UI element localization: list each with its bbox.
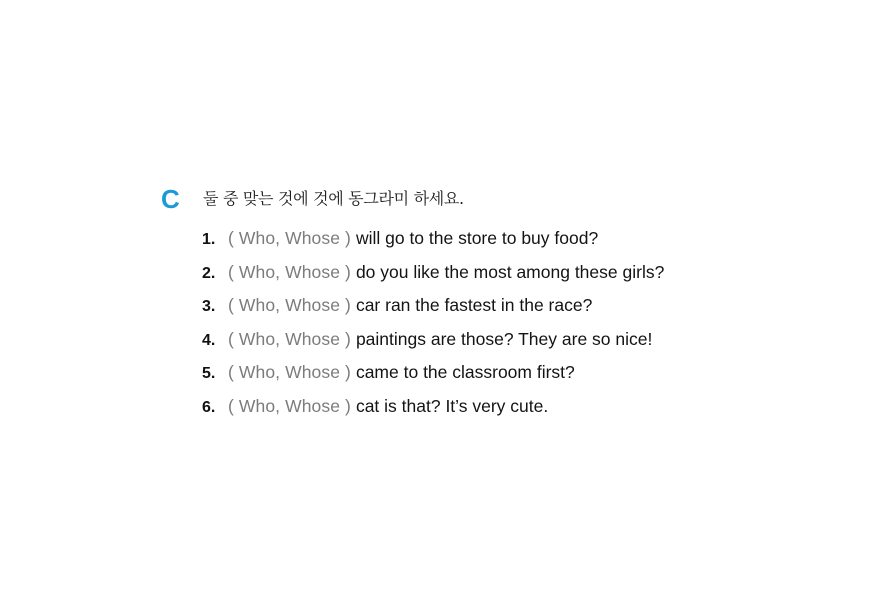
question-text: paintings are those? They are so nice! (355, 328, 653, 349)
question-item (202, 260, 801, 294)
question-item (202, 293, 801, 327)
section-instruction: 둘 중 맞는 것에 것에 동그라미 하세요. (203, 189, 464, 208)
question-number: 4. (202, 331, 216, 349)
question-number: 5. (202, 365, 216, 383)
question-item (202, 226, 801, 260)
question-number: 3. (202, 298, 216, 316)
question-number: 6. (202, 398, 216, 416)
section-letter: C (161, 184, 180, 214)
question-text: do you like the most among these girls? (355, 261, 665, 282)
answer-choices: ( Who, Whose ) (228, 362, 351, 383)
question-text: came to the classroom first? (355, 362, 575, 383)
question-item (202, 394, 801, 428)
exercise-section-c (161, 184, 801, 428)
question-item (202, 360, 801, 394)
answer-choices: ( Who, Whose ) (228, 228, 351, 248)
question-text: cat is that? It’s very cute. (355, 395, 549, 416)
question-list (161, 226, 801, 428)
answer-choices: ( Who, Whose ) (228, 295, 351, 316)
question-number: 2. (202, 264, 216, 282)
answer-choices: ( Who, Whose ) (228, 328, 351, 349)
question-text: car ran the fastest in the race? (355, 295, 593, 316)
question-number: 1. (202, 231, 216, 248)
question-text: will go to the store to buy food? (355, 228, 599, 248)
section-header (161, 184, 801, 214)
question-item (202, 327, 801, 361)
answer-choices: ( Who, Whose ) (228, 261, 351, 282)
answer-choices: ( Who, Whose ) (228, 395, 351, 416)
